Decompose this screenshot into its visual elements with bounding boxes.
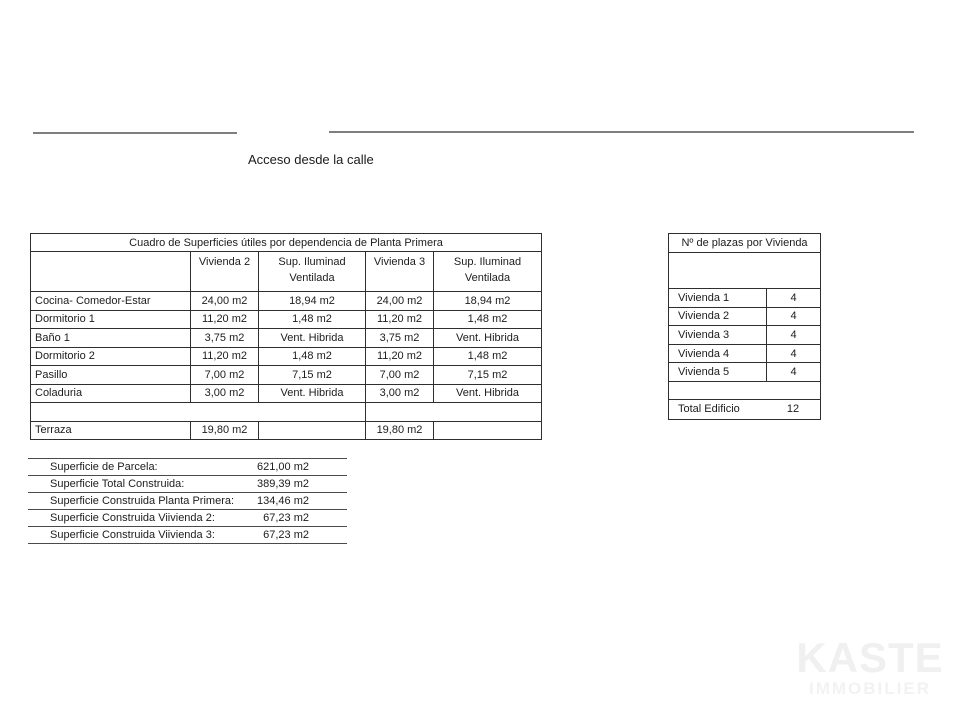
- header-sup-iluminad-2: [434, 252, 542, 292]
- row-value: 18,94 m2: [434, 292, 542, 311]
- row-value: 11,20 m2: [366, 347, 434, 366]
- spacer-cell: [669, 253, 821, 289]
- summary-row-vivienda2: [28, 509, 347, 526]
- row-label: Coladuria: [31, 384, 191, 403]
- row-value: 7,00 m2: [366, 366, 434, 385]
- row-value: [259, 421, 366, 440]
- plan-separator-line-right: [329, 131, 914, 133]
- header-sup-line2: Ventilada: [464, 272, 511, 284]
- total-value: 12: [786, 403, 800, 416]
- row-value: 3,00 m2: [191, 384, 259, 403]
- header-sup-iluminad-1: [259, 252, 366, 292]
- plazas-row-vivienda3: [669, 326, 821, 345]
- row-value: 24,00 m2: [366, 292, 434, 311]
- row-value: 24,00 m2: [191, 292, 259, 311]
- row-value: 7,00 m2: [191, 366, 259, 385]
- table-row-spacer: [31, 403, 542, 422]
- row-value: 7,15 m2: [434, 366, 542, 385]
- header-sup-line1: Sup. Iluminad: [453, 256, 522, 268]
- row-value: Vent. Hibrida: [434, 384, 542, 403]
- row-label: Vivienda 3: [669, 326, 767, 345]
- row-value: [434, 421, 542, 440]
- row-value: 4: [767, 289, 821, 308]
- spacer-cell: [669, 381, 821, 399]
- row-value: 4: [767, 363, 821, 382]
- row-label: Vivienda 1: [669, 289, 767, 308]
- header-vivienda2: Vivienda 2: [191, 252, 259, 292]
- surfaces-table-title: Cuadro de Superficies útiles por dependencia de Planta Primera: [31, 234, 542, 252]
- row-label: Cocina- Comedor-Estar: [31, 292, 191, 311]
- table-row-terraza: [31, 421, 542, 440]
- row-label: Superficie de Parcela:: [50, 461, 158, 473]
- row-value: Vent. Hibrida: [259, 384, 366, 403]
- summary-table: [28, 458, 347, 544]
- plazas-spacer: [669, 381, 821, 399]
- row-label: Vivienda 5: [669, 363, 767, 382]
- row-value: 7,15 m2: [259, 366, 366, 385]
- row-label: Dormitorio 1: [31, 310, 191, 329]
- row-label: Baño 1: [31, 329, 191, 348]
- table-row-bano1: [31, 329, 542, 348]
- row-value: 1,48 m2: [434, 347, 542, 366]
- row-label: Superficie Construida Planta Primera:: [50, 495, 235, 507]
- table-row-cocina: [31, 292, 542, 311]
- row-value: 3,75 m2: [191, 329, 259, 348]
- row-value: 4: [767, 344, 821, 363]
- plan-separator-line-left: [33, 132, 237, 134]
- row-value: 389,39 m2: [257, 478, 309, 490]
- row-label: Superficie Total Construida:: [50, 478, 185, 490]
- table-row-coladuria: [31, 384, 542, 403]
- row-label: Terraza: [31, 421, 191, 440]
- row-label: Superficie Construida Viivienda 3:: [50, 529, 215, 541]
- summary-row-parcela: [28, 458, 347, 475]
- row-value: 19,80 m2: [191, 421, 259, 440]
- surfaces-table: [30, 233, 542, 440]
- row-value: 621,00 m2: [257, 461, 309, 473]
- row-value: 19,80 m2: [366, 421, 434, 440]
- plazas-spacer-tall: [669, 253, 821, 289]
- surfaces-table-title-row: [31, 234, 542, 252]
- row-label: Vivienda 2: [669, 307, 767, 326]
- brand-watermark: [784, 636, 956, 698]
- row-value: 1,48 m2: [259, 310, 366, 329]
- plazas-table-title-row: [669, 234, 821, 253]
- row-value: Vent. Hibrida: [259, 329, 366, 348]
- header-sup-line1: Sup. Iluminad: [278, 256, 346, 268]
- plazas-row-vivienda2: [669, 307, 821, 326]
- plazas-row-vivienda4: [669, 344, 821, 363]
- row-value: 3,75 m2: [366, 329, 434, 348]
- summary-row-vivienda3: [28, 526, 347, 544]
- plazas-total-cell: [669, 399, 821, 419]
- total-label: Total Edificio: [678, 403, 740, 416]
- plazas-row-vivienda5: [669, 363, 821, 382]
- row-value: 67,23 m2: [263, 512, 309, 524]
- row-value: 1,48 m2: [434, 310, 542, 329]
- row-label: Superficie Construida Viivienda 2:: [50, 512, 215, 524]
- table-row-pasillo: [31, 366, 542, 385]
- row-value: 11,20 m2: [366, 310, 434, 329]
- row-label: Dormitorio 2: [31, 347, 191, 366]
- row-value: 4: [767, 326, 821, 345]
- watermark-line2: IMMOBILIER: [809, 679, 931, 698]
- row-value: 134,46 m2: [257, 495, 309, 507]
- row-value: Vent. Hibrida: [434, 329, 542, 348]
- row-value: 1,48 m2: [259, 347, 366, 366]
- summary-row-planta-primera: [28, 492, 347, 509]
- row-value: 11,20 m2: [191, 310, 259, 329]
- spacer-cell: [31, 403, 366, 422]
- table-row-dormitorio2: [31, 347, 542, 366]
- plazas-table-title: Nº de plazas por Vivienda: [669, 234, 821, 253]
- plazas-table: [668, 233, 821, 420]
- header-empty-cell: [31, 252, 191, 292]
- street-access-label: Acceso desde la calle: [248, 152, 374, 167]
- row-label: Pasillo: [31, 366, 191, 385]
- plazas-row-vivienda1: [669, 289, 821, 308]
- header-vivienda3: Vivienda 3: [366, 252, 434, 292]
- spacer-cell: [366, 403, 542, 422]
- row-value: 67,23 m2: [263, 529, 309, 541]
- row-value: 11,20 m2: [191, 347, 259, 366]
- row-value: 18,94 m2: [259, 292, 366, 311]
- watermark-line1: KASTE: [796, 634, 944, 681]
- row-label: Vivienda 4: [669, 344, 767, 363]
- plazas-total-row: [669, 399, 821, 419]
- surfaces-table-header-row: [31, 252, 542, 292]
- row-value: 4: [767, 307, 821, 326]
- header-sup-line2: Ventilada: [289, 272, 335, 284]
- summary-row-total-construida: [28, 475, 347, 492]
- row-value: 3,00 m2: [366, 384, 434, 403]
- table-row-dormitorio1: [31, 310, 542, 329]
